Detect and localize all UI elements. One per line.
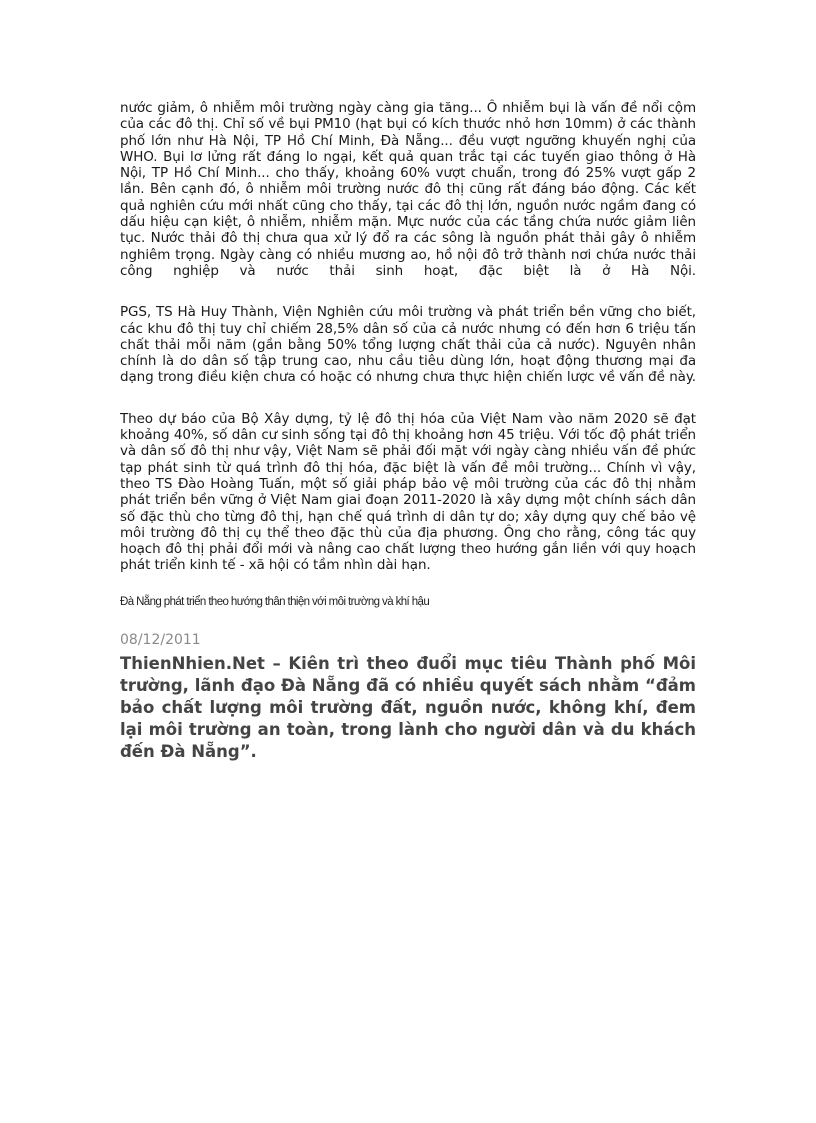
article-body (120, 100, 696, 763)
article-paragraph: Theo dự báo của Bộ Xây dựng, tỷ lệ đô thị hóa của Việt Nam vào năm 2020 sẽ đạt khoảng 40%, số dân cư sinh sống tại đô thị khoảng hơn 45 triệu. Với tốc độ phát triển và dân số đô thị như vậy, Việt Nam sẽ phải đối mặt với ngày càng nhiều vấn đề phức tạp phát sinh từ quá trình đô thị hóa, đặc biệt là vấn đề môi trường... Chính vì vậy, theo TS Đào Hoàng Tuấn, một số giải pháp bảo vệ môi trường của các đô thị nhằm phát triển bền vững ở Việt Nam giai đoạn 2011-2020 là xây dựng một chính sách dân số đặc thù cho từng đô thị, hạn chế quá trình di dân tự do; xây dựng quy chế bảo vệ môi trường đô thị cụ thể theo đặc thù của địa phương. Ông cho rằng, công tác quy hoạch đô thị phải đổi mới và nâng cao chất lượng theo hướng gắn liền với quy hoạch phát triển kinh tế - xã hội có tầm nhìn dài hạn. (120, 410, 696, 574)
article-paragraph: PGS, TS Hà Huy Thành, Viện Nghiên cứu môi trường và phát triển bền vững cho biết, các khu đô thị tuy chỉ chiếm 28,5% dân số của cả nước nhưng có đến hơn 6 triệu tấn chất thải mỗi năm (gần bằng 50% tổng lượng chất thải của cả nước). Nguyên nhân chính là do dân số tập trung cao, nhu cầu tiêu dùng lớn, hoạt động thương mại đa dạng trong điều kiện chưa có hoặc có nhưng chưa thực hiện chiến lược về vấn đề này. (120, 304, 696, 386)
article-caption: Đà Nẵng phát triển theo hướng thân thiện với môi trường và khí hậu (120, 595, 430, 608)
article-date: 08/12/2011 (120, 631, 201, 648)
article-lead: ThienNhien.Net – Kiên trì theo đuổi mục tiêu Thành phố Môi trường, lãnh đạo Đà Nẵng đã có nhiều quyết sách nhằm “đảm bảo chất lượng môi trường đất, nguồn nước, không khí, đem lại môi trường an toàn, trong lành cho người dân và du khách đến Đà Nẵng”. (120, 653, 696, 761)
article-paragraph: nước giảm, ô nhiễm môi trường ngày càng gia tăng... Ô nhiễm bụi là vấn đề nổi cộm của các đô thị. Chỉ số về bụi PM10 (hạt bụi có kích thước nhỏ hơn 10mm) ở các thành phố lớn như Hà Nội, TP Hồ Chí Minh, Đà Nẵng... đều vượt ngưỡng khuyến nghị của WHO. Bụi lơ lửng rất đáng lo ngại, kết quả quan trắc tại các tuyến giao thông ở Hà Nội, TP Hồ Chí Minh... cho thấy, khoảng 60% vượt chuẩn, trong đó 25% vượt gấp 2 lần. Bên cạnh đó, ô nhiễm môi trường nước đô thị cũng rất đáng báo động. Các kết quả nghiên cứu mới nhất cũng cho thấy, tại các đô thị lớn, nguồn nước ngầm đang có dấu hiệu cạn kiệt, ô nhiễm, nhiễm mặn. Mực nước của các tầng chứa nước giảm liên tục. Nước thải đô thị chưa qua xử lý đổ ra các sông là nguồn phát thải gây ô nhiễm nghiêm trọng. Ngày càng có nhiều mương ao, hồ nội đô trở thành nơi chứa nước thải công nghiệp và nước thải sinh hoạt, đặc biệt là ở Hà Nội. (120, 100, 696, 279)
